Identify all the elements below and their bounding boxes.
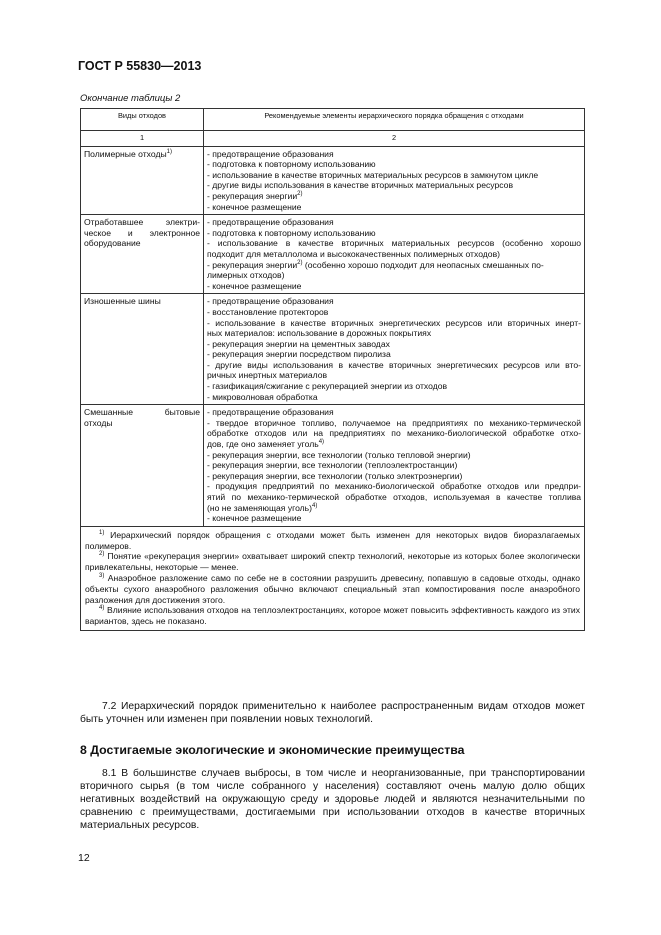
section-8-heading: 8 Достигаемые экологические и экономические преимущества [80,743,465,757]
waste-type-cell: Полимерные отходы$^{1)}$ [81,146,204,215]
col1-number: 1 [81,131,204,147]
table-notes-row [81,526,585,630]
table-row [81,405,585,527]
paragraph-7-2: 7.2 Иерархический порядок применительно к наиболее распространенным видам отходов может быть уточнен или изменен при появлении новых технологий. [80,701,585,725]
elements-cell: - предотвращение образования - восстановление протекторов - использование в качестве вторичных энергетических ресурсов или вторичных инерт- ных материалов: использование в дорожных покрытиях - рекуперация энергии на цементных заводах - рекуперация энергии посредством пиролиза - другие виды использования в качестве вторичных энергетических ресурсов или вто- ричных инертных материалов - газификация/сжигание с рекуперацией энергии из отходов - микроволновая обработка [204,294,585,405]
table-note: $^{2)}$ Понятие «рекуперация энергии» охватывает широкий спектр технологий, некоторые из которых более экологически привлекательны, некоторые — менее. [85,551,580,573]
table-note: $^{1)}$ Иерархический порядок обращения с отходами может быть изменен для некоторых видов биоразлагаемых полимеров. [85,529,580,551]
waste-type-cell: Смешанные бытовые отходы [81,405,204,527]
waste-type-cell: Изношенные шины [81,294,204,405]
table-notes [81,526,585,630]
elements-cell: - предотвращение образования - подготовка к повторному использованию - использование в качестве вторичных материальных ресурсов (особенно хорошо подходит для металлолома и высококачественных полимерных отходов) - рекуперация энергии$^{2)}$ (особенно хорошо подходит для неопасных смешанных по- лимерных отходов) - конечное размещение [204,215,585,294]
elements-cell: - предотвращение образования - твердое вторичное топливо, получаемое на предприятиях по механико-термической обработке отходов или на предприятиях по механико-биологической обработке отхо- дов, где оно заменяет уголь$^{4)}$ - рекуперация энергии, все технологии (только тепловой энергии) - рекуперация энергии, все технологии (теплоэлектростанции) - рекуперация энергии, все технологии (только электроэнергии) - продукция предприятий по механико-биологической обработке отходов или предпри- ятий по механико-термической обработке отходов, используемая в качестве топлива (но не заменяющая уголь)$^{4)}$ - конечное размещение [204,405,585,527]
table-row [81,294,585,405]
waste-type-cell: Отработавшее электри- ческое и электронное оборудование [81,215,204,294]
paragraph-8-1: 8.1 В большинстве случаев выбросы, в том числе и неорганизованные, при транспортировании вторичного сырья (в том числе собранного у населения) составляют очень малую долю общих негативных воздействий на окружающую среду и здоровье людей и являются незначительными по сравнению с преимуществами, достигаемыми при использовании отходов в качестве вторичных материальных ресурсов. [80,768,585,831]
table-note: $^{3)}$ Анаэробное разложение само по себе не в состоянии разрушить древесину, попавшую в садовые отходы, однако объекты сухого анаэробного разложения обычно включают специальный этап компостирования после анаэробного разложения для достижения этого. [85,572,580,605]
col2-header: Рекомендуемые элементы иерархического порядка обращения с отходами [204,109,585,131]
page-number: 12 [78,852,90,864]
table-row [81,146,585,215]
table-note: $^{4)}$ Влияние использования отходов на теплоэлектростанциях, которое может повысить эффективность каждого из этих вариантов, здесь не показано. [85,605,580,627]
table-caption: Окончание таблицы 2 [80,93,181,104]
table-row [81,215,585,294]
waste-hierarchy-table [80,108,585,631]
document-code: ГОСТ Р 55830—2013 [78,59,202,73]
elements-cell: - предотвращение образования - подготовка к повторному использованию - использование в качестве вторичных материальных ресурсов в замкнутом цикле - другие виды использования в качестве вторичных материальных ресурсов - рекуперация энергии$^{2)}$ - конечное размещение [204,146,585,215]
col2-number: 2 [204,131,585,147]
col1-header: Виды отходов [81,109,204,131]
